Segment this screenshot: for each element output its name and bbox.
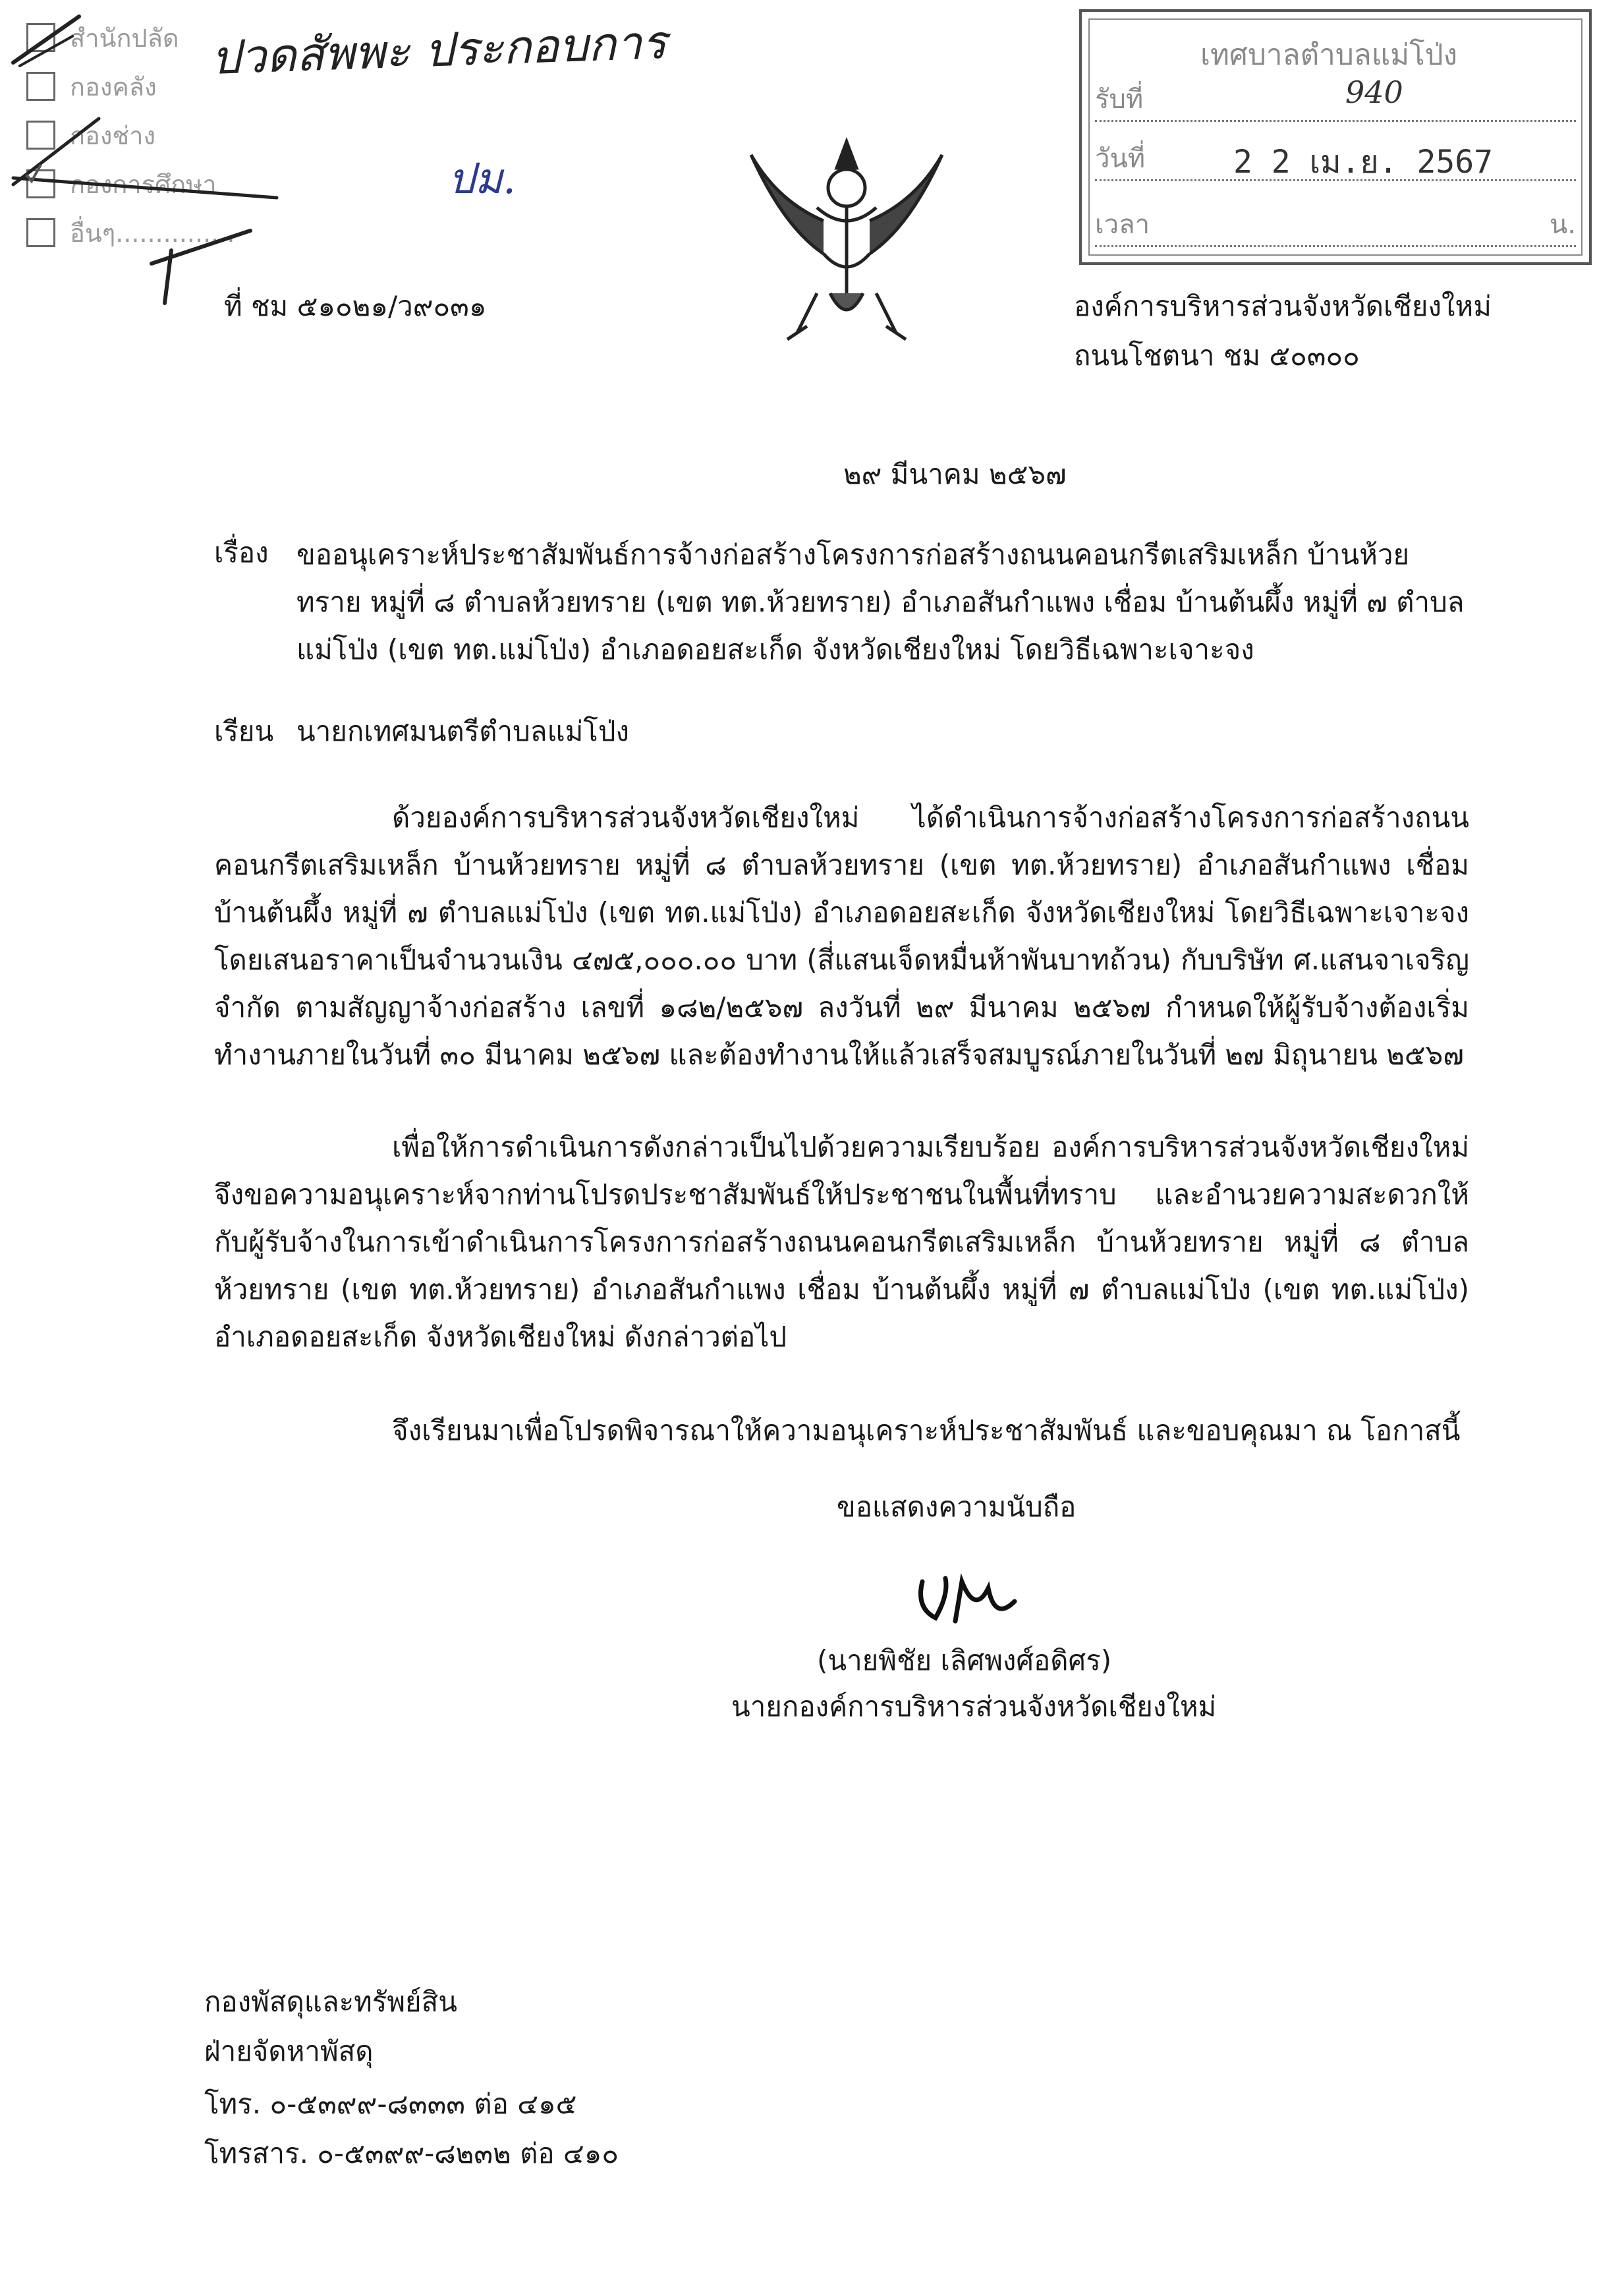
routing-item: กองคลัง — [26, 62, 303, 111]
signature-icon — [909, 1562, 1041, 1634]
handwritten-initial: ปม. — [448, 155, 517, 204]
body-paragraph-3: จึงเรียนมาเพื่อโปรดพิจารณาให้ความอนุเคราะห์ประชาสัมพันธ์ และขอบคุณมา ณ โอกาสนี้ — [392, 1414, 1461, 1447]
footer-division: กองพัสดุและทรัพย์สิน — [204, 1986, 458, 2018]
signatory-name: (นายพิชัย เลิศพงศ์อดิศร) — [817, 1644, 1112, 1676]
body-paragraph-2: เพื่อให้การดำเนินการดังกล่าวเป็นไปด้วยความเรียบร้อย องค์การบริหารส่วนจังหวัดเชียงใหม่ จึงขอความอนุเคราะห์จากท่านโปรดประชาสัมพันธ์ให้ประชาชนในพื้นที่ทราบ และอำนวยความสะดวกให้กับผู้รับจ้างในการเข้าดำเนินการโครงการก่อสร้างถนนคอนกรีตเสริมเหล็ก บ้านห้วยทราย หมู่ที่ ๘ ตำบลห้วยทราย (เขต ทต.ห้วยทราย) อำเภอสันกำแพง เชื่อม บ้านต้นผึ้ง หมู่ที่ ๗ ตำบลแม่โป่ง (เขต ทต.แม่โป่ง) อำเภอดอยสะเก็ด จังหวัดเชียงใหม่ ดังกล่าวต่อไป — [214, 1131, 1469, 1353]
stamp-date-value: 2 2 เม.ย. 2567 — [1233, 144, 1494, 181]
subject-text: ขออนุเคราะห์ประชาสัมพันธ์การจ้างก่อสร้างโครงการก่อสร้างถนนคอนกรีตเสริมเหล็ก บ้านห้วยทราย หมู่ที่ ๘ ตำบลห้วยทราย (เขต ทต.ห้วยทราย) อำเภอสันกำแพง เชื่อม บ้านต้นผึ้ง หมู่ที่ ๗ ตำบลแม่โป่ง (เขต ทต.แม่โป่ง) อำเภอดอยสะเก็ด จังหวัดเชียงใหม่ โดยวิธีเฉพาะเจาะจง — [296, 538, 1465, 666]
footer-section: ฝ่ายจัดหาพัสดุ — [204, 2035, 374, 2067]
salutation-recipient: นายกเทศมนตรีตำบลแม่โป่ง — [296, 715, 630, 747]
salutation-label: เรียน — [214, 715, 274, 747]
signatory-position: นายกองค์การบริหารส่วนจังหวัดเชียงใหม่ — [731, 1690, 1217, 1723]
garuda-emblem-icon — [738, 129, 955, 346]
footer-fax: โทรสาร. ๐-๕๓๙๙-๘๒๓๒ ต่อ ๔๑๐ — [204, 2137, 619, 2169]
stamp-received-line: รับที่ — [1095, 78, 1576, 122]
handwritten-note: ปวดสัพพะ ประกอบการ — [210, 14, 668, 86]
letter-date: ๒๙ มีนาคม ๒๕๖๗ — [843, 458, 1067, 490]
routing-item: กองช่าง — [26, 111, 303, 159]
routing-item: สำนักปลัด — [26, 13, 303, 62]
routing-item: อื่นๆ............... — [26, 208, 303, 257]
routing-item: กองการศึกษา — [26, 159, 303, 208]
subject-label: เรื่อง — [214, 536, 269, 569]
stamp-title: เทศบาลตำบลแม่โป่ง — [1200, 38, 1458, 72]
organization-name: องค์การบริหารส่วนจังหวัดเชียงใหม่ — [1074, 290, 1492, 322]
organization-address: ถนนโชตนา ชม ๕๐๓๐๐ — [1074, 339, 1360, 372]
stamp-date-line: วันที่ — [1095, 137, 1576, 181]
receipt-stamp — [1079, 9, 1592, 265]
closing-regards: ขอแสดงความนับถือ — [837, 1491, 1077, 1523]
stamp-received-value: 940 — [1345, 74, 1403, 110]
stamp-time-line: เวลา น. — [1095, 203, 1576, 247]
body-paragraph-1: ด้วยองค์การบริหารส่วนจังหวัดเชียงใหม่ ได้ดำเนินการจ้างก่อสร้างโครงการก่อสร้างถนนคอนกรีตเสริมเหล็ก บ้านห้วยทราย หมู่ที่ ๘ ตำบลห้วยทราย (เขต ทต.ห้วยทราย) อำเภอสันกำแพง เชื่อม บ้านต้นผึ้ง หมู่ที่ ๗ ตำบลแม่โป่ง (เขต ทต.แม่โป่ง) อำเภอดอยสะเก็ด จังหวัดเชียงใหม่ โดยวิธีเฉพาะเจาะจง โดยเสนอราคาเป็นจำนวนเงิน ๔๗๕,๐๐๐.๐๐ บาท (สี่แสนเจ็ดหมื่นห้าพันบาทถ้วน) กับบริษัท ศ.แสนจาเจริญ จำกัด ตามสัญญาจ้างก่อสร้าง เลขที่ ๑๘๒/๒๕๖๗ ลงวันที่ ๒๙ มีนาคม ๒๕๖๗ กำหนดให้ผู้รับจ้างต้องเริ่มทำงานภายในวันที่ ๓๐ มีนาคม ๒๕๖๗ และต้องทำงานให้แล้วเสร็จสมบูรณ์ภายในวันที่ ๒๗ มิถุนายน ๒๕๖๗ — [214, 801, 1469, 1071]
footer-phone: โทร. ๐-๕๓๙๙-๘๓๓๓ ต่อ ๔๑๕ — [204, 2088, 577, 2120]
reference-number: ที่ ชม ๕๑๐๒๑/ว๙๐๓๑ — [224, 290, 487, 322]
